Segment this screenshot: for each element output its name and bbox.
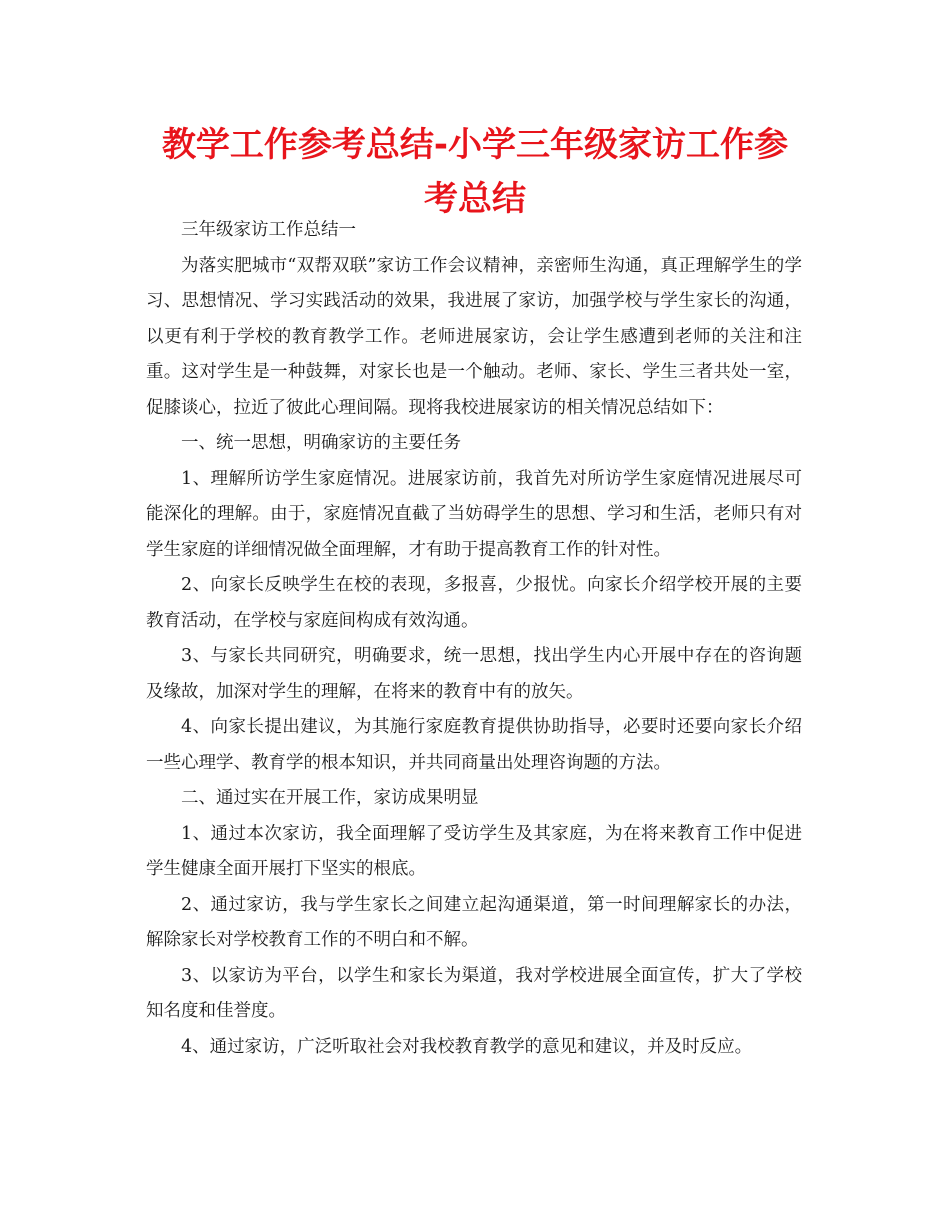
section-heading: 一、统一思想，明确家访的主要任务 — [181, 433, 461, 453]
paragraph: 2、通过家访，我与学生家长之间建立起沟通渠道，第一时间理解家长的办法，解除家长对学校教育工作的不明白和不解。 — [146, 894, 802, 950]
paragraph: 4、向家长提出建议，为其施行家庭教育提供协助指导，必要时还要向家长介绍一些心理学、教育学的根本知识，并共同商量出处理咨询题的方法。 — [146, 717, 802, 773]
paragraph: 1、通过本次家访，我全面理解了受访学生及其家庭，为在将来教育工作中促进学生健康全面开展打下坚实的根底。 — [146, 823, 802, 879]
paragraph: 3、与家长共同研究，明确要求，统一思想，找出学生内心开展中存在的咨询题及缘故，加深对学生的理解，在将来的教育中有的放矢。 — [146, 646, 802, 702]
document-title: 教学工作参考总结-小学三年级家访工作参考总结 — [161, 125, 789, 219]
paragraph: 3、以家访为平台，以学生和家长为渠道，我对学校进展全面宣传，扩大了学校知名度和佳誉度。 — [146, 965, 802, 1021]
paragraph: 三年级家访工作总结一 — [181, 220, 356, 240]
paragraph: 为落实肥城市“双帮双联”家访工作会议精神，亲密师生沟通，真正理解学生的学习、思想情况、学习实践活动的效果，我进展了家访，加强学校与学生家长的沟通，以更有利于学校的教育教学工作。老师进展家访，会让学生感遭到老师的关注和注重。这对学生是一种鼓舞，对家长也是一个触动。老师、家长、学生三者共处一室，促膝谈心，拉近了彼此心理间隔。现将我校进展家访的相关情况总结如下： — [146, 255, 802, 418]
paragraph: 2、向家长反映学生在校的表现，多报喜，少报忧。向家长介绍学校开展的主要教育活动，在学校与家庭间构成有效沟通。 — [146, 575, 802, 631]
document-body — [146, 213, 802, 1065]
paragraph: 1、理解所访学生家庭情况。进展家访前，我首先对所访学生家庭情况进展尽可能深化的理解。由于，家庭情况直截了当妨碍学生的思想、学习和生活，老师只有对学生家庭的详细情况做全面理解，才有助于提高教育工作的针对性。 — [146, 468, 802, 560]
paragraph: 4、通过家访，广泛听取社会对我校教育教学的意见和建议，并及时反应。 — [181, 1036, 753, 1057]
section-heading: 二、通过实在开展工作，家访成果明显 — [181, 788, 479, 808]
